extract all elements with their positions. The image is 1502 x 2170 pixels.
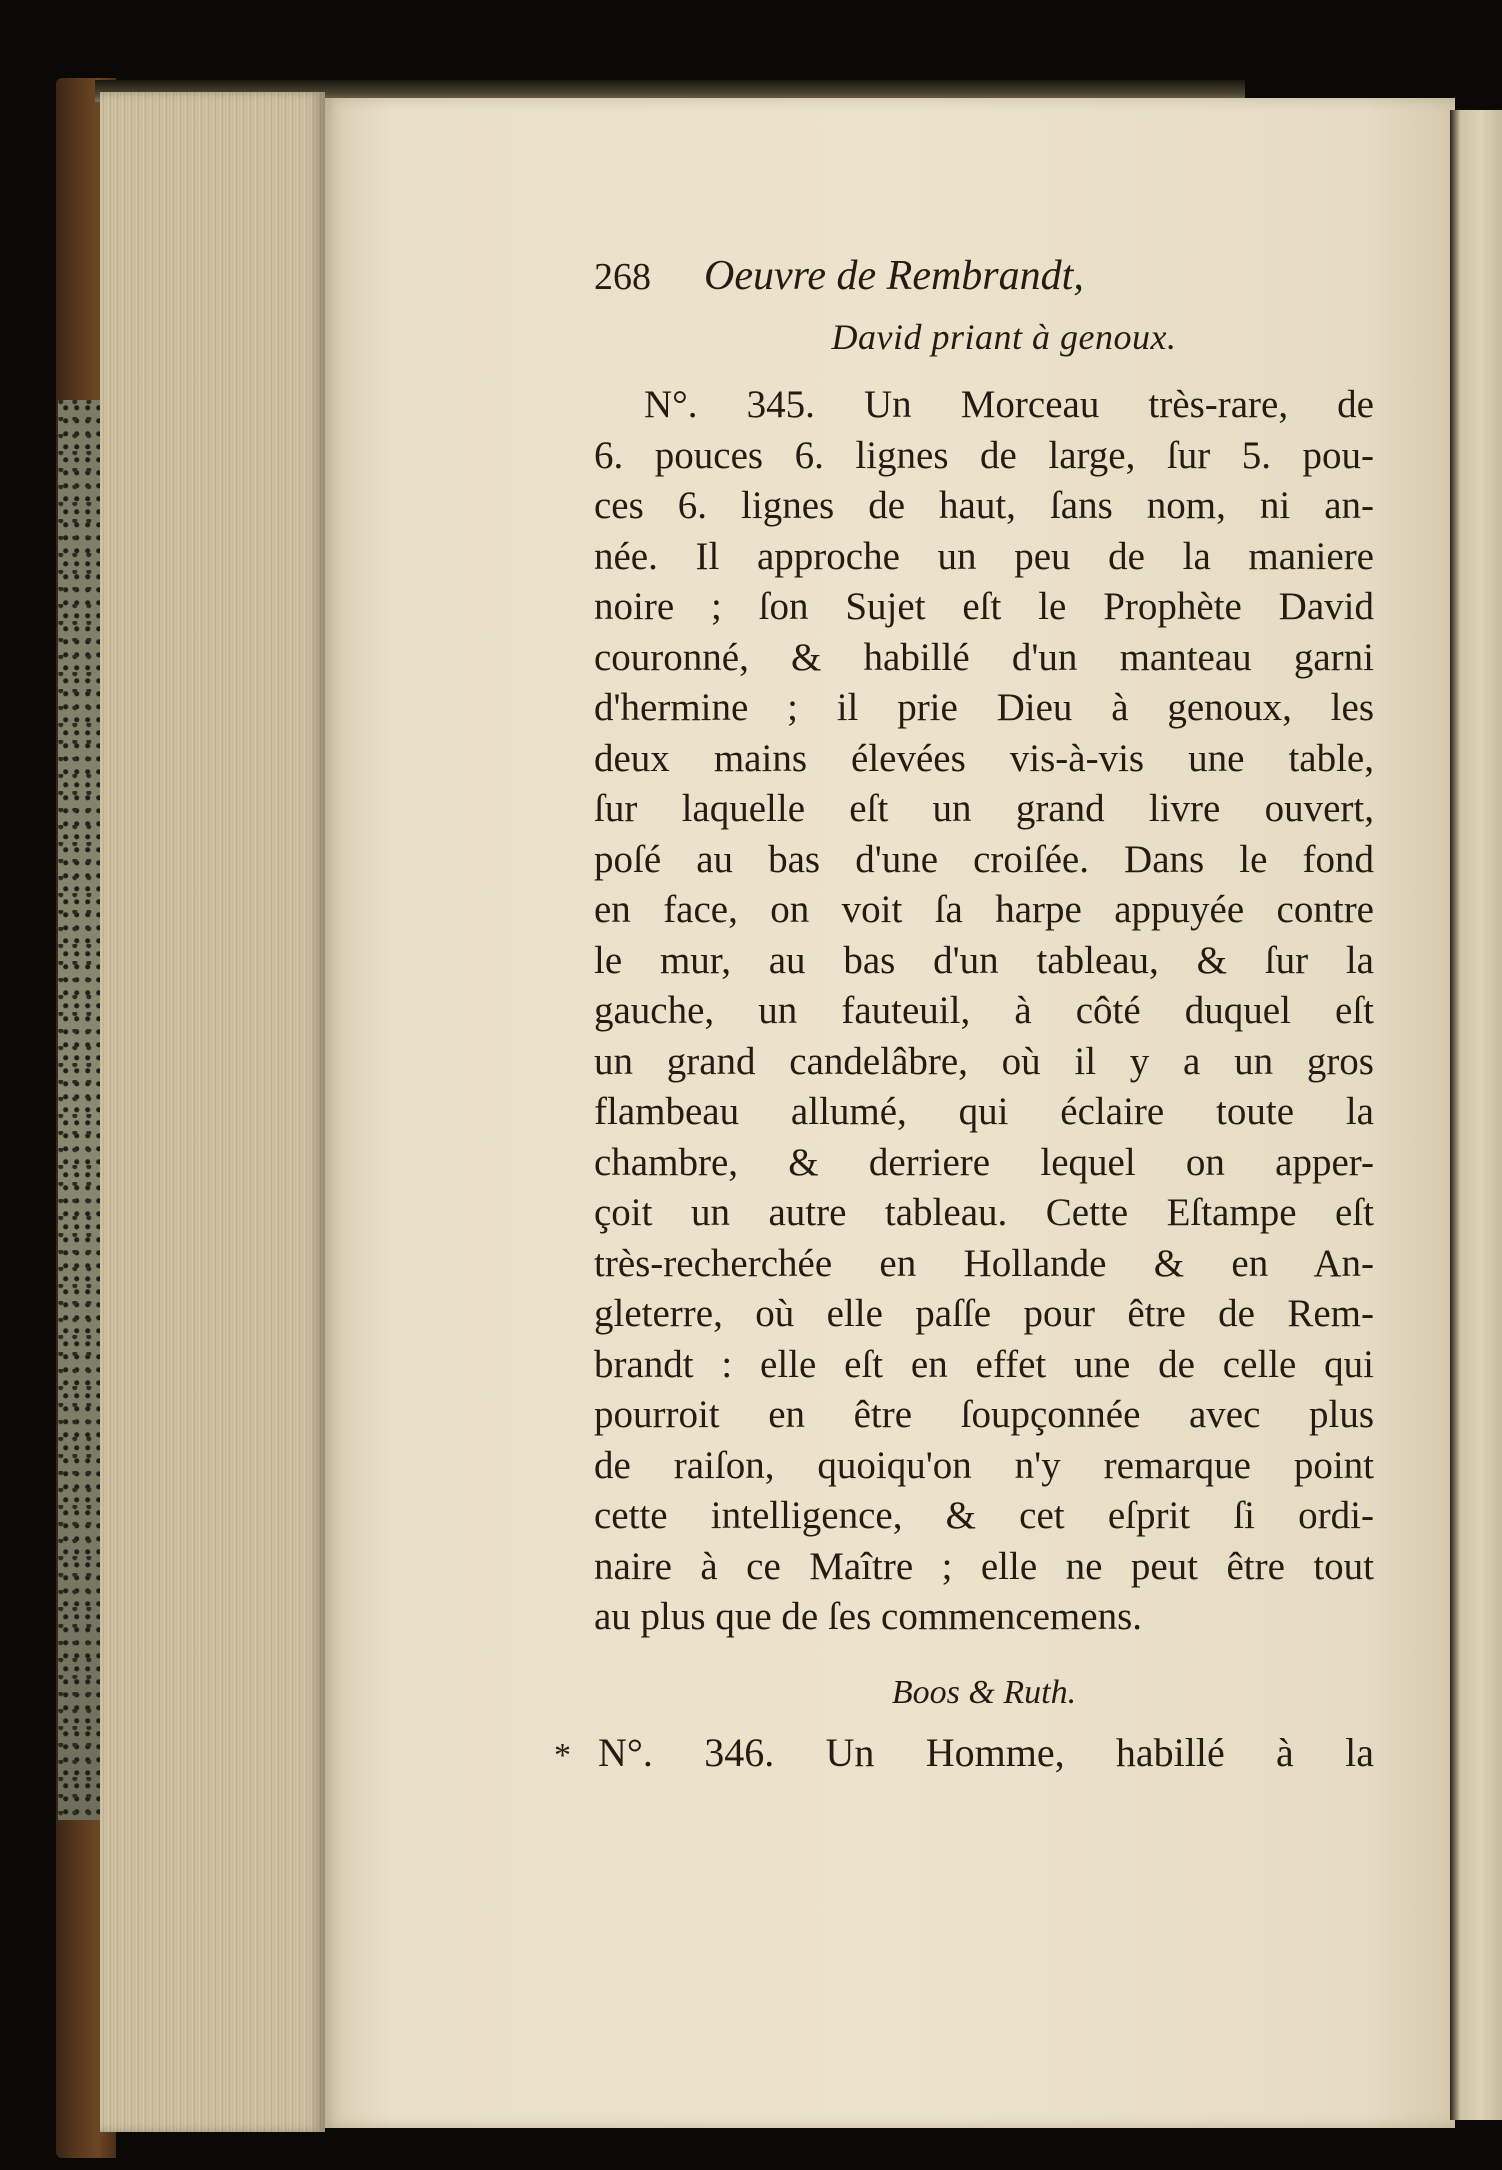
text-line: 6. pouces 6. lignes de large, ſur 5. pou- [594, 433, 1374, 477]
page-stack [100, 92, 325, 2132]
text-line: couronné, & habillé d'un manteau garni [594, 635, 1374, 679]
text-line: flambeau allumé, qui éclaire toute la [594, 1090, 1374, 1133]
asterisk-mark: * [554, 1736, 571, 1774]
text-line: de raiſon, quoiqu'on n'y remarque point [594, 1443, 1374, 1487]
text-line: çoit un autre tableau. Cette Eſtampe eſt [594, 1191, 1374, 1234]
text-line: naire à ce Maître ; elle ne peut être tout [594, 1544, 1374, 1588]
text-line: un grand candelâbre, où il y a un gros [594, 1039, 1374, 1083]
text-line: gleterre, où elle paſſe pour être de Rem- [594, 1292, 1374, 1335]
section-heading-boos-ruth: Boos & Ruth. [891, 1673, 1077, 1711]
text-line: ces 6. lignes de haut, ſans nom, ni an- [594, 484, 1374, 527]
page-number: 268 [594, 256, 651, 298]
text-line: d'hermine ; il prie Dieu à genoux, les [594, 686, 1374, 729]
text-line: noire ; ſon Sujet eſt le Prophète David [594, 585, 1374, 628]
text-line: ſur laquelle eſt un grand livre ouvert, [594, 787, 1374, 830]
text-line: cette intelligence, & cet eſprit ſi ordi- [594, 1494, 1374, 1537]
section-heading-david: David priant à genoux. [831, 317, 1177, 357]
text-line: poſé au bas d'une croiſée. Dans le fond [594, 837, 1374, 881]
text-line: deux mains élevées vis-à-vis une table, [594, 736, 1374, 780]
text-line: chambre, & derriere lequel on apper- [594, 1140, 1374, 1184]
text-line: née. Il approche un peu de la maniere [594, 534, 1374, 578]
text-line: pourroit en être ſoupçonnée avec plus [594, 1393, 1374, 1436]
entry-346 [554, 1729, 1374, 1789]
text-line: le mur, au bas d'un tableau, & ſur la [594, 938, 1374, 982]
text-line: très-recherchée en Hollande & en An- [594, 1241, 1374, 1285]
text-line: gauche, un fauteuil, à côté duquel eſt [594, 989, 1374, 1032]
text-line: au plus que de ſes commencemens. [594, 1595, 1142, 1638]
running-head-title: Oeuvre de Rembrandt, [704, 253, 1084, 299]
text-line: N°. 346. Un Homme, habillé à la [598, 1729, 1374, 1775]
marbled-endpaper [58, 400, 104, 1820]
facing-page-edge [1450, 110, 1502, 2120]
entry-345 [594, 380, 1374, 1643]
text-line: brandt : elle eſt en effet une de celle qui [594, 1342, 1374, 1386]
running-head [594, 252, 1374, 308]
text-line: N°. 345. Un Morceau très-rare, de [644, 383, 1374, 426]
text-line: en face, on voit ſa harpe appuyée contre [594, 888, 1374, 931]
page-text [554, 252, 1374, 1789]
